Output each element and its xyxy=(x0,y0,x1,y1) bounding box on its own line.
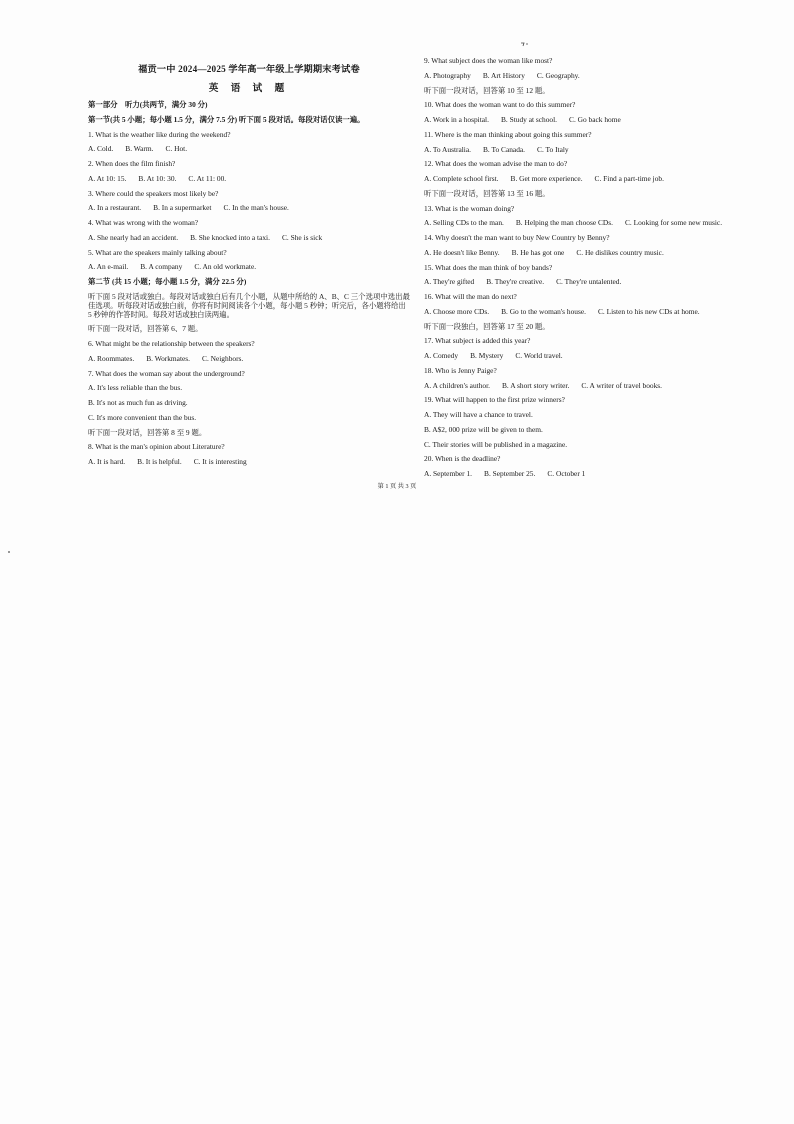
option: A. An e-mail. xyxy=(88,262,129,272)
listening-prompt: 听下面一段独白，回答第 17 至 20 题。 xyxy=(424,321,550,331)
options-14 xyxy=(424,248,754,263)
options-11 xyxy=(424,145,754,160)
question-3: 3. Where could the speakers most likely be? xyxy=(88,188,219,198)
option: C. It's more convenient than the bus. xyxy=(88,412,197,422)
question-14: 14. Why doesn't the man want to buy New Country by Benny? xyxy=(424,233,610,242)
options-6 xyxy=(88,354,410,369)
option: C. Looking for some new music. xyxy=(624,218,723,228)
options-16 xyxy=(424,307,754,322)
option: A. It is hard. xyxy=(88,457,126,466)
option: A. Work in a hospital. xyxy=(424,115,489,124)
options-12 xyxy=(424,174,754,189)
question-5: 5. What are the speakers mainly talking about? xyxy=(88,247,227,257)
option: A. Cold. xyxy=(88,144,114,154)
option: A. Photography xyxy=(424,70,471,80)
option: A. He doesn't like Benny. xyxy=(424,247,500,257)
option: A. Complete school first. xyxy=(424,174,499,183)
question-13: 13. What is the woman doing? xyxy=(424,203,515,213)
section-instruction: 第一节(共 5 小题；每小题 1.5 分，满分 7.5 分) 听下面 5 段对话。每段对话仅读一遍。 xyxy=(88,114,365,124)
options-5 xyxy=(88,262,410,277)
option: C. World travel. xyxy=(515,351,563,360)
question-12: 12. What does the woman advise the man to do? xyxy=(424,159,568,169)
option: A. A children's author. xyxy=(424,380,490,390)
listening-prompt: 听下面一段对话，回答第 8 至 9 题。 xyxy=(88,427,207,437)
option: B. Art History xyxy=(482,70,525,80)
option: B. Get more experience. xyxy=(510,174,583,183)
option: C. They're untalented. xyxy=(556,277,622,287)
option: C. He dislikes country music. xyxy=(576,247,664,257)
question-4: 4. What was wrong with the woman? xyxy=(88,218,199,227)
option: A. September 1. xyxy=(424,469,473,478)
option: B. She knocked into a taxi. xyxy=(190,232,270,242)
option: C. To Italy xyxy=(537,144,569,154)
options-9 xyxy=(424,71,754,86)
option: B. Warm. xyxy=(125,144,154,154)
option: A. They're gifted xyxy=(424,277,475,287)
option: C. Their stories will be published in a magazine. xyxy=(424,439,568,449)
option: A. Selling CDs to the man. xyxy=(424,218,504,228)
option: C. At 11: 00. xyxy=(188,173,227,183)
option: A. It's less reliable than the bus. xyxy=(88,383,183,393)
option: B. They're creative. xyxy=(486,277,545,287)
exam-subtitle: 英 语 试 题 xyxy=(208,83,290,94)
options-13 xyxy=(424,218,754,233)
question-19: 19. What will happen to the first prize winners? xyxy=(424,395,565,405)
option: B. At 10: 30. xyxy=(138,173,177,183)
option: A. In a restaurant. xyxy=(88,203,142,213)
option: A. Choose more CDs. xyxy=(424,306,490,316)
option: B. A$2, 000 prize will be given to them. xyxy=(424,424,543,434)
right-column xyxy=(424,56,754,484)
listening-prompt: 听下面一段对话，回答第 10 至 12 题。 xyxy=(424,85,550,95)
part-heading: 第一部分 听力(共两节，满分 30 分) xyxy=(88,100,208,109)
listening-prompt: 听下面一段对话，回答第 6、7 题。 xyxy=(88,324,203,334)
options-4 xyxy=(88,233,410,248)
option: A. She nearly had an accident. xyxy=(88,232,179,242)
option: A. They will have a chance to travel. xyxy=(424,410,533,419)
option: A. Roommates. xyxy=(88,353,135,363)
question-20: 20. When is the deadline? xyxy=(424,454,501,464)
option: C. October 1 xyxy=(547,469,586,478)
option: C. She is sick xyxy=(281,232,323,242)
listening-prompt: 听下面一段对话，回答第 13 至 16 题。 xyxy=(424,188,550,198)
section-instruction: 听下面 5 段对话或独白。每段对话或独白后有几个小题，从题中所给的 A、B、C 三个选项中选出最佳选项。听每段对话或独白前，你将有时间阅读各个小题，每小题 5 秒钟；听完后，各小题将给出 5 秒钟的作答时间。每段对话或独白读两遍。 xyxy=(88,291,410,319)
option: B. A short story writer. xyxy=(502,380,570,390)
option: B. September 25. xyxy=(484,469,536,478)
options-1 xyxy=(88,144,410,159)
question-2: 2. When does the film finish? xyxy=(88,159,176,168)
question-10: 10. What does the woman want to do this summer? xyxy=(424,100,576,110)
scan-mark-icon xyxy=(520,42,530,48)
option: C. An old workmate. xyxy=(194,262,257,272)
option: B. It's not as much fun as driving. xyxy=(88,398,188,407)
option: B. In a supermarket xyxy=(153,203,212,213)
option: B. To Canada. xyxy=(482,144,526,154)
question-18: 18. Who is Jenny Paige? xyxy=(424,365,497,375)
option: B. Mystery xyxy=(470,351,504,360)
question-17: 17. What subject is added this year? xyxy=(424,336,531,346)
option: B. It is helpful. xyxy=(137,457,182,466)
page-number: 第 1 页 共 3 页 xyxy=(377,483,417,490)
option: B. Go to the woman's house. xyxy=(501,306,586,316)
left-column xyxy=(88,100,410,472)
option: C. Geography. xyxy=(536,70,580,80)
question-9: 9. What subject does the woman like most? xyxy=(424,56,553,65)
question-11: 11. Where is the man thinking about going this summer? xyxy=(424,129,592,139)
exam-title: 福贡一中 2024—2025 学年高一年级上学期期末考试卷 xyxy=(138,64,360,74)
option: A. To Australia. xyxy=(424,144,471,154)
option: C. Go back home xyxy=(569,115,621,124)
option: C. Neighbors. xyxy=(202,353,244,363)
section-heading: 第二节 (共 15 小题；每小题 1.5 分，满分 22.5 分) xyxy=(88,277,247,286)
option: B. Study at school. xyxy=(500,115,558,124)
option: C. Find a part-time job. xyxy=(594,174,664,183)
options-10 xyxy=(424,115,754,130)
option: B. Helping the man choose CDs. xyxy=(515,218,613,228)
question-7: 7. What does the woman say about the underground? xyxy=(88,368,245,378)
options-8 xyxy=(88,457,410,472)
options-3 xyxy=(88,203,410,218)
option: C. It is interesting xyxy=(193,457,247,466)
option: A. Comedy xyxy=(424,351,459,360)
options-18 xyxy=(424,381,754,396)
option: B. A company xyxy=(140,262,183,272)
option: C. A writer of travel books. xyxy=(581,380,663,390)
question-16: 16. What will the man do next? xyxy=(424,292,517,301)
option: B. Workmates. xyxy=(146,353,191,363)
options-2 xyxy=(88,174,410,189)
option: C. In the man's house. xyxy=(223,203,289,213)
option: B. He has got one xyxy=(511,247,565,257)
option: C. Listen to his new CDs at home. xyxy=(597,306,700,316)
option: C. Hot. xyxy=(165,144,188,154)
question-6: 6. What might be the relationship between the speakers? xyxy=(88,339,255,348)
scan-speck xyxy=(8,551,10,553)
options-15 xyxy=(424,277,754,292)
question-1: 1. What is the weather like during the weekend? xyxy=(88,129,231,139)
question-8: 8. What is the man's opinion about Literature? xyxy=(88,442,225,452)
options-17 xyxy=(424,351,754,366)
option: A. At 10: 15. xyxy=(88,173,127,183)
question-15: 15. What does the man think of boy bands? xyxy=(424,262,553,272)
